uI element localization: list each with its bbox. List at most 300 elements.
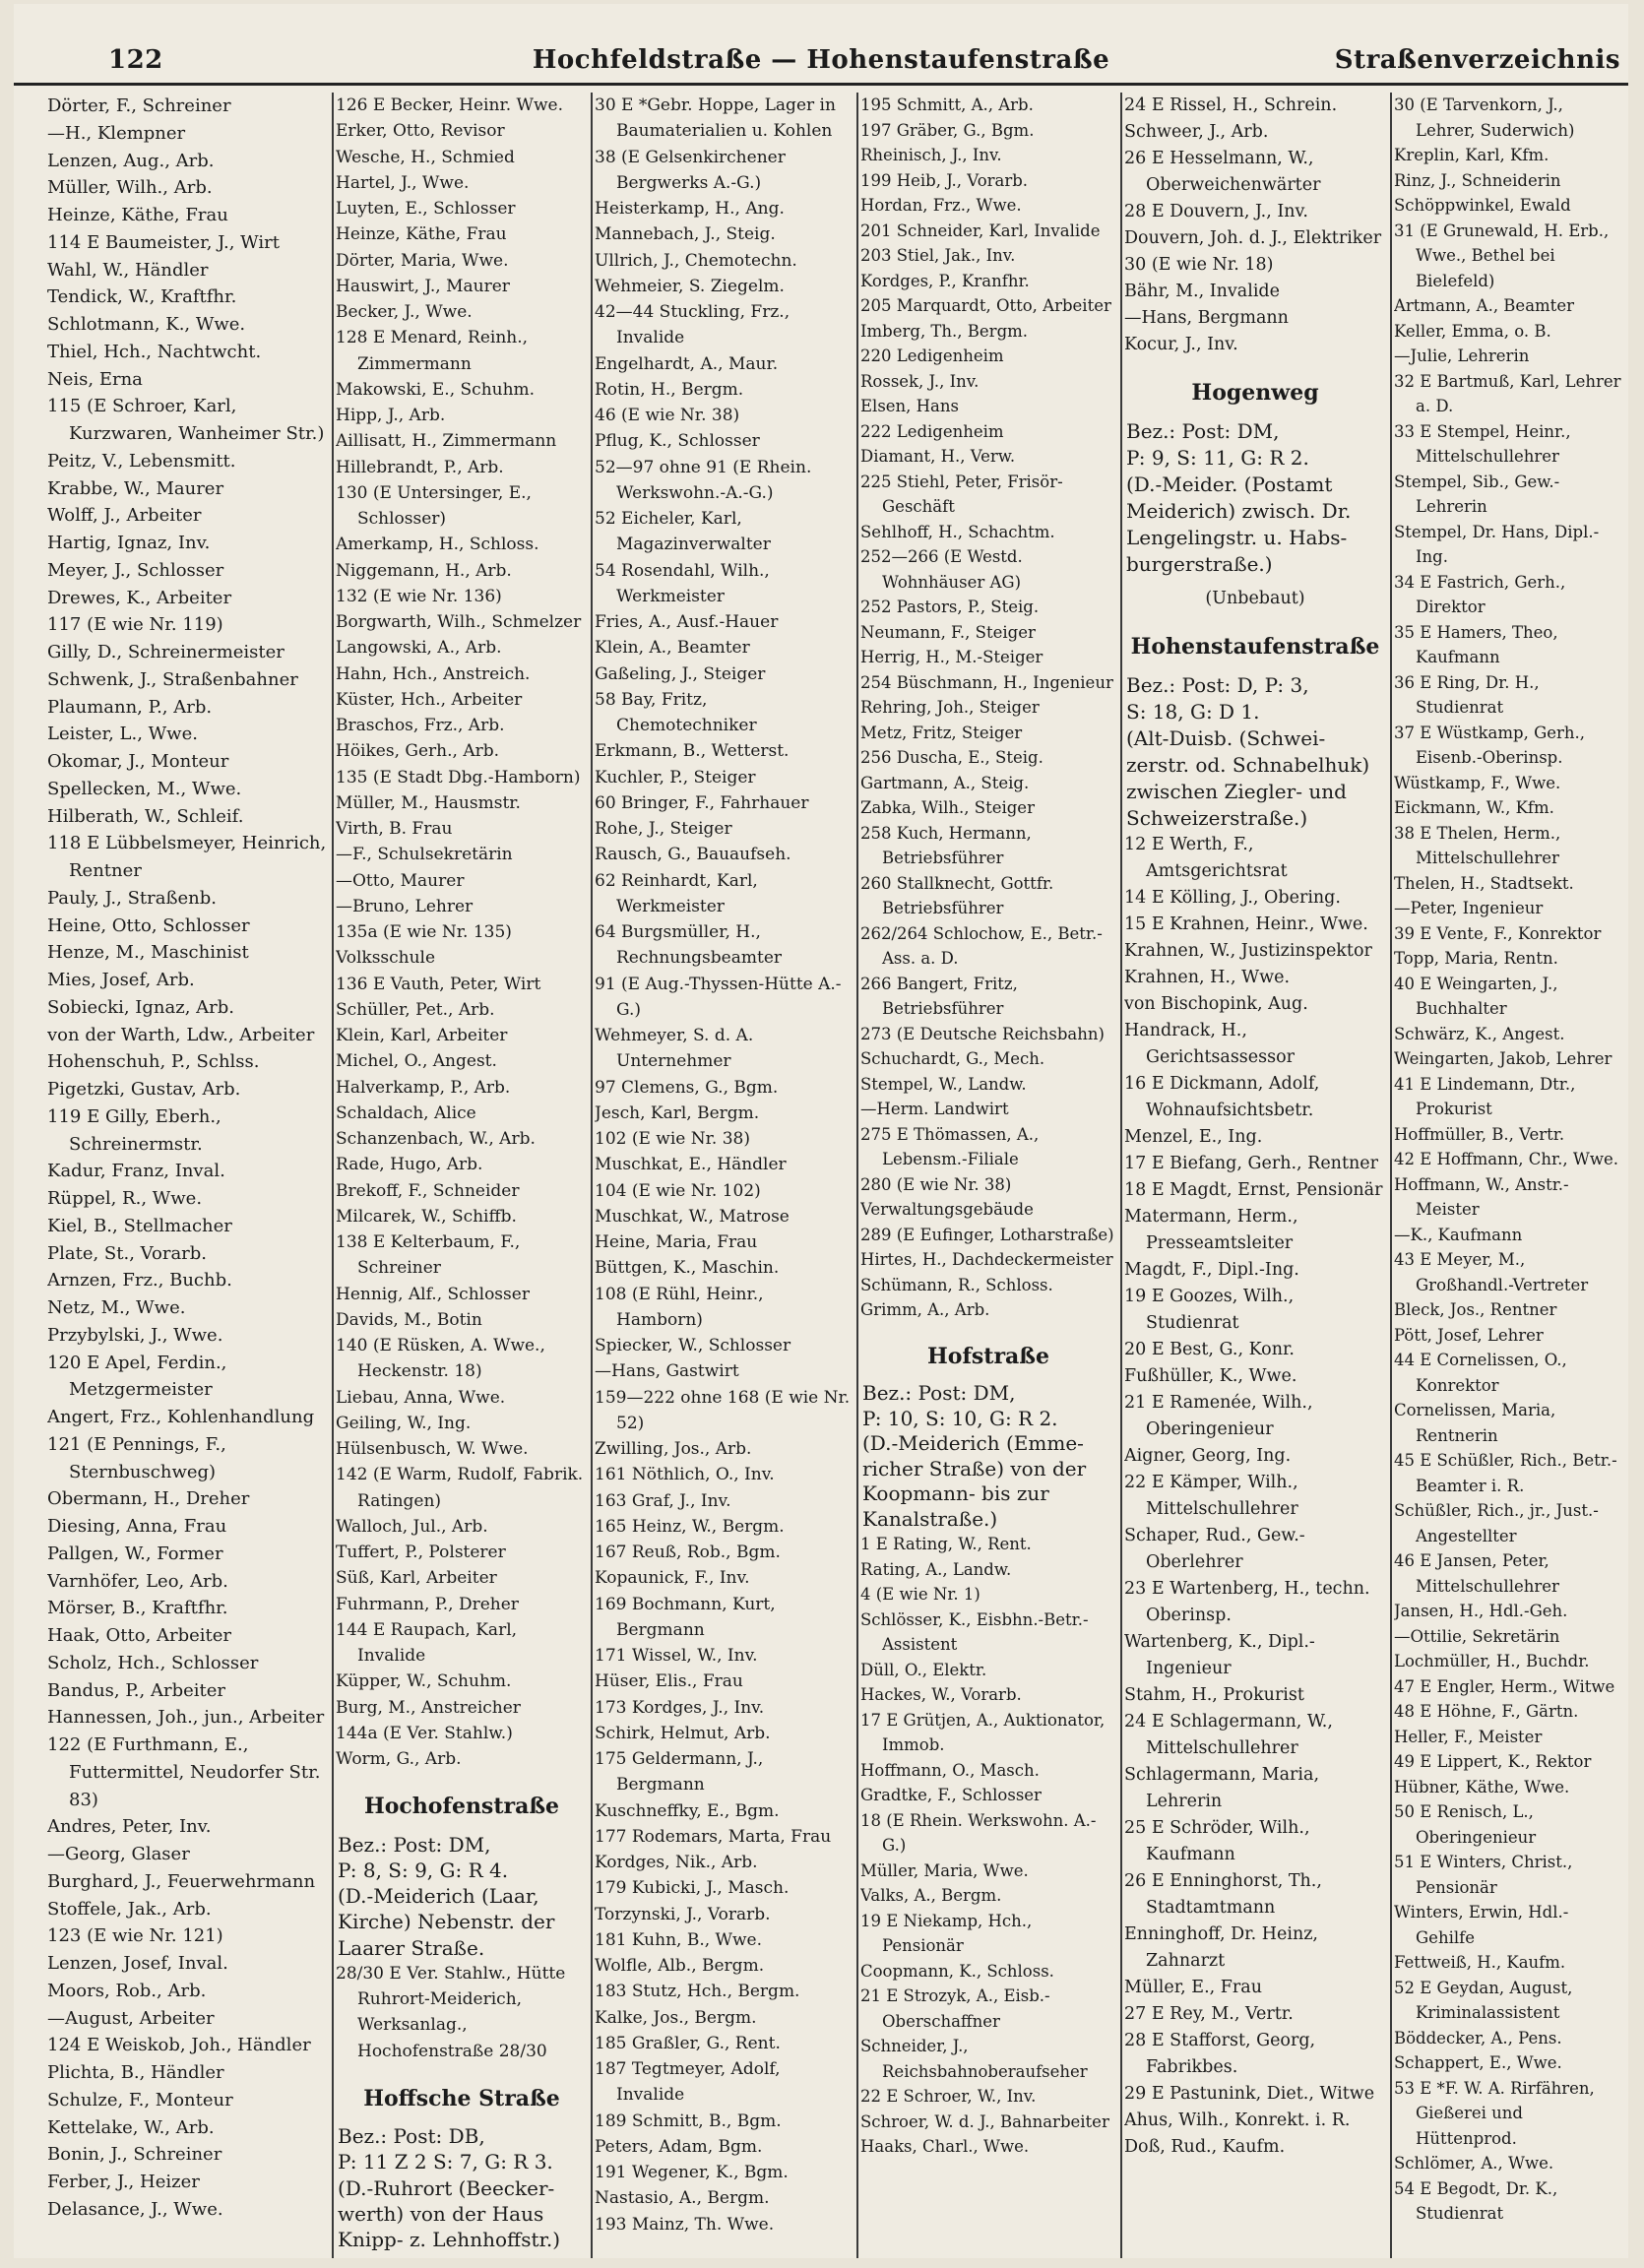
directory-entry: Süß, Karl, Arbeiter <box>336 1568 497 1589</box>
directory-entry: Arnzen, Frz., Buchb. <box>47 1270 232 1292</box>
directory-entry: 64 Burgsmüller, H., Rechnungsbeamter <box>595 922 782 969</box>
directory-entry: 189 Schmitt, B., Bgm. <box>595 2110 782 2131</box>
directory-entry: 136 E Vauth, Peter, Wirt <box>336 974 541 994</box>
directory-entry: Muschkat, W., Matrose <box>595 1206 790 1227</box>
directory-entry: 91 (E Aug.-Thyssen-Hütte A.-G.) <box>595 974 842 1020</box>
directory-entry: 114 E Baumeister, J., Wirt <box>47 231 280 253</box>
directory-entry: Metz, Fritz, Steiger <box>860 723 1023 742</box>
directory-entry: Heinze, Käthe, Frau <box>336 224 507 245</box>
directory-entry: 104 (E wie Nr. 102) <box>595 1180 761 1201</box>
directory-entry: 30 (E Tarvenkorn, J., Lehrer, Suderwich) <box>1394 95 1575 140</box>
page-title: Hochfeldstraße — Hohenstaufenstraße <box>532 45 1110 75</box>
directory-entry: Handrack, H., Gerichtsassessor <box>1124 1021 1295 1067</box>
street-info: Kirche) Nebenstr. der <box>338 1910 555 1934</box>
directory-entry: 121 (E Pennings, F., Sternbuschweg) <box>47 1433 226 1482</box>
directory-entry: —Peter, Ingenieur <box>1394 899 1544 917</box>
directory-entry: 16 E Dickmann, Adolf, Wohnaufsichtsbetr. <box>1124 1074 1320 1120</box>
directory-entry: 108 (E Rühl, Heinr., Hamborn) <box>595 1284 764 1330</box>
column-6 <box>1394 93 1626 2253</box>
directory-entry: Pött, Josef, Lehrer <box>1394 1325 1544 1345</box>
directory-entry: Mörser, B., Kraftfhr. <box>47 1598 228 1619</box>
directory-entry: Küpper, W., Schuhm. <box>336 1671 512 1692</box>
directory-entry: —Herm. Landwirt <box>860 1100 1009 1118</box>
directory-entry: Krahnen, H., Wwe. <box>1124 968 1291 987</box>
directory-entry: Klein, Karl, Arbeiter <box>336 1026 508 1045</box>
directory-entry: Küster, Hch., Arbeiter <box>336 689 523 710</box>
directory-entry: 252—266 (E Westd. Wohnhäuser AG) <box>860 547 1023 592</box>
directory-entry: 173 Kordges, J., Inv. <box>595 1697 765 1718</box>
directory-entry: 46 (E wie Nr. 38) <box>595 406 740 425</box>
directory-entry: 14 E Kölling, J., Obering. <box>1124 888 1341 908</box>
directory-entry: 28 E Stafforst, Georg, Fabrikbes. <box>1124 2031 1316 2077</box>
directory-entry: Ullrich, J., Chemotechn. <box>595 250 797 271</box>
directory-entry: Kuchler, P., Steiger <box>595 767 756 788</box>
directory-entry: Michel, O., Angest. <box>336 1051 497 1072</box>
directory-entry: Bandus, P., Arbeiter <box>47 1679 226 1701</box>
directory-entry: Wehmeyer, S. d. A. Unternehmer <box>595 1026 754 1072</box>
directory-entry: Wüstkamp, F., Wwe. <box>1394 773 1561 792</box>
directory-entry: Herrig, H., M.-Steiger <box>860 648 1043 666</box>
directory-entry: 30 E *Gebr. Hoppe, Lager in Baumaterialien u. Kohlen <box>595 95 836 142</box>
directory-entry: Hirtes, H., Dachdeckermeister <box>860 1250 1113 1269</box>
street-info: P: 11 Z 2 S: 7, G: R 3. <box>338 2150 553 2174</box>
directory-entry: Tuffert, P., Polsterer <box>336 1543 506 1562</box>
directory-entry: Rotin, H., Bergm. <box>595 379 744 400</box>
directory-entry: 54 E Begodt, Dr. K., Studienrat <box>1394 2178 1558 2223</box>
directory-entry: Wahl, W., Händler <box>47 259 209 281</box>
directory-entry: Henze, M., Maschinist <box>47 942 249 964</box>
directory-entry: 42 E Hoffmann, Chr., Wwe. <box>1394 1150 1618 1168</box>
directory-entry: 135 (E Stadt Dbg.-Hamborn) <box>336 767 581 788</box>
directory-entry: Doß, Rud., Kaufm. <box>1124 2137 1286 2157</box>
directory-entry: —Julie, Lehrerin <box>1394 346 1530 365</box>
directory-entry: 19 E Goozes, Wilh., Studienrat <box>1124 1287 1295 1333</box>
directory-entry: —K., Kaufmann <box>1394 1225 1523 1244</box>
directory-entry: Okomar, J., Monteur <box>47 751 229 772</box>
directory-entry: 167 Reuß, Rob., Bgm. <box>595 1543 781 1562</box>
directory-entry: Plichta, B., Händler <box>47 2062 224 2083</box>
directory-entry: 138 E Kelterbaum, F., Schreiner <box>336 1232 521 1279</box>
directory-entry: 260 Stallknecht, Gottfr. Betriebsführer <box>860 873 1054 917</box>
street-info: richer Straße) von der <box>862 1456 1087 1480</box>
directory-entry: 38 E Thelen, Herm., Mittelschullehrer <box>1394 823 1561 867</box>
street-info: (Alt-Duisb. (Schwei- <box>1126 726 1326 750</box>
directory-entry: Meyer, J., Schlosser <box>47 559 224 581</box>
directory-entry: Becker, J., Wwe. <box>336 302 473 322</box>
directory-entry: Angert, Frz., Kohlenhandlung <box>47 1407 315 1427</box>
street-info: P: 8, S: 9, G: R 4. <box>338 1858 509 1882</box>
directory-entry: Hartig, Ignaz, Inv. <box>47 533 211 553</box>
directory-entry: Schlömer, A., Wwe. <box>1394 2154 1554 2173</box>
directory-entry: 36 E Ring, Dr. H., Studienrat <box>1394 672 1540 717</box>
directory-entry: Ferber, J., Heizer <box>47 2172 200 2192</box>
directory-entry: 52 Eicheler, Karl, Magazinverwalter <box>595 509 771 555</box>
directory-entry: Drewes, K., Arbeiter <box>47 587 232 608</box>
directory-entry: Kalke, Jos., Bergm. <box>595 2007 757 2028</box>
directory-entry: 118 E Lübbelsmeyer, Heinrich, Rentner <box>47 833 327 881</box>
directory-entry: Erker, Otto, Revisor <box>336 121 505 142</box>
directory-entry: Hennig, Alf., Schlosser <box>336 1284 530 1304</box>
street-info: Knipp- z. Lehnhoffstr.) <box>338 2228 561 2251</box>
directory-entry: —Hans, Bergmann <box>1124 308 1289 328</box>
directory-entry: Hahn, Hch., Anstreich. <box>336 663 531 684</box>
directory-entry: 102 (E wie Nr. 38) <box>595 1129 750 1149</box>
column-divider <box>591 93 593 2258</box>
directory-entry: —August, Arbeiter <box>47 2007 215 2029</box>
directory-entry: Haaks, Charl., Wwe. <box>860 2137 1030 2156</box>
directory-entry: Peitz, V., Lebensmitt. <box>47 450 236 472</box>
directory-entry: Bähr, M., Invalide <box>1124 282 1280 301</box>
directory-entry: Schirk, Helmut, Arb. <box>595 1723 771 1743</box>
directory-entry: Gilly, D., Schreinermeister <box>47 642 285 662</box>
directory-entry: 197 Gräber, G., Bgm. <box>860 120 1035 140</box>
directory-entry: Rating, A., Landw. <box>860 1559 1012 1579</box>
street-info: Meiderich) zwisch. Dr. <box>1126 499 1352 523</box>
directory-entry: Niggemann, H., Arb. <box>336 560 512 581</box>
directory-entry: 142 (E Warm, Rudolf, Fabrik. Ratingen) <box>336 1465 584 1511</box>
directory-entry: Muschkat, E., Händler <box>595 1155 787 1175</box>
directory-entry: Fuhrmann, P., Dreher <box>336 1594 519 1614</box>
directory-entry: 126 E Becker, Heinr. Wwe. <box>336 95 563 115</box>
directory-entry: 205 Marquardt, Otto, Arbeiter <box>860 296 1111 315</box>
directory-entry: 169 Bochmann, Kurt, Bergmann <box>595 1594 776 1640</box>
directory-entry: Lenzen, Aug., Arb. <box>47 150 215 171</box>
directory-entry: 275 E Thömassen, A., Lebensm.-Filiale <box>860 1124 1040 1168</box>
directory-entry: 50 E Renisch, L., Oberingenieur <box>1394 1802 1537 1847</box>
directory-entry: Pigetzki, Gustav, Arb. <box>47 1079 241 1100</box>
directory-entry: Hülsenbusch, W. Wwe. <box>336 1439 529 1459</box>
directory-entry: Burg, M., Anstreicher <box>336 1697 521 1718</box>
directory-entry: 132 (E wie Nr. 136) <box>336 586 502 606</box>
column-divider <box>332 93 334 2258</box>
directory-entry: Plate, St., Vorarb. <box>47 1242 208 1264</box>
directory-entry: Makowski, E., Schuhm. <box>336 379 536 400</box>
directory-entry: Coopmann, K., Schloss. <box>860 1961 1054 1981</box>
directory-entry: 20 E Best, G., Konr. <box>1124 1340 1295 1359</box>
directory-entry: Heine, Otto, Schlosser <box>47 914 250 936</box>
directory-entry: 124 E Weiskob, Joh., Händler <box>47 2035 311 2056</box>
directory-entry: Schappert, E., Wwe. <box>1394 2053 1562 2072</box>
column-1 <box>47 93 329 2253</box>
directory-entry: —Hans, Gastwirt <box>595 1361 739 1382</box>
directory-entry: 183 Stutz, Hch., Bergm. <box>595 1982 800 2002</box>
directory-entry: 39 E Vente, F., Konrektor <box>1394 923 1602 943</box>
directory-entry: Krahnen, W., Justizinspektor <box>1124 941 1372 961</box>
directory-entry: Winters, Erwin, Hdl.-Gehilfe <box>1394 1903 1569 1947</box>
column-4 <box>860 93 1116 2253</box>
directory-entry: Halverkamp, P., Arb. <box>336 1077 511 1098</box>
directory-entry: Aillisatt, H., Zimmermann <box>336 431 557 452</box>
directory-entry: 120 E Apel, Ferdin., Metzgermeister <box>47 1352 227 1401</box>
directory-entry: 34 E Fastrich, Gerh., Direktor <box>1394 572 1566 616</box>
directory-entry: Schlotmann, K., Wwe. <box>47 314 246 335</box>
directory-entry: 266 Bangert, Fritz, Betriebsführer <box>860 974 1018 1018</box>
directory-entry: Rinz, J., Schneiderin <box>1394 170 1561 190</box>
directory-entry: 4 (E wie Nr. 1) <box>860 1585 980 1604</box>
directory-entry: Engelhardt, A., Maur. <box>595 353 779 374</box>
street-info: Lengelingstr. u. Habs- <box>1126 526 1348 549</box>
directory-entry: 117 (E wie Nr. 119) <box>47 614 223 636</box>
directory-entry: Müller, Wilh., Arb. <box>47 177 213 199</box>
directory-entry: —Georg, Glaser <box>47 1844 190 1864</box>
directory-entry: 22 E Kämper, Wilh., Mittelschullehrer <box>1124 1473 1298 1519</box>
directory-entry: 54 Rosendahl, Wilh., Werkmeister <box>595 560 770 606</box>
directory-entry: Kreplin, Karl, Kfm. <box>1394 146 1549 164</box>
directory-entry: Schroer, W. d. J., Bahnarbeiter <box>860 2111 1109 2131</box>
directory-entry: Rade, Hugo, Arb. <box>336 1155 483 1175</box>
street-info: Kanalstraße.) <box>862 1506 998 1531</box>
directory-entry: Mannebach, J., Steig. <box>595 224 776 245</box>
directory-entry: Schaper, Rud., Gew.-Oberlehrer <box>1124 1526 1305 1572</box>
street-heading: Hochofenstraße <box>363 1794 560 1820</box>
directory-entry: Kocur, J., Inv. <box>1124 335 1238 354</box>
directory-entry: 163 Graf, J., Inv. <box>595 1490 731 1511</box>
directory-entry: 203 Stiel, Jak., Inv. <box>860 246 1016 265</box>
directory-entry: 119 E Gilly, Eberh., Schreinermstr. <box>47 1105 221 1155</box>
street-info: (D.-Meider. (Postamt <box>1126 472 1333 496</box>
directory-entry: 47 E Engler, Herm., Witwe <box>1394 1676 1615 1696</box>
directory-entry: Geiling, W., Ing. <box>336 1413 472 1433</box>
directory-entry: Grimm, A., Arb. <box>860 1300 990 1319</box>
directory-entry: Plaumann, P., Arb. <box>47 696 213 718</box>
directory-entry: Bonin, J., Schreiner <box>47 2144 222 2166</box>
directory-entry: Wolfle, Alb., Bergm. <box>595 1956 765 1976</box>
directory-entry: Schüßler, Rich., jr., Just.-Angestellter <box>1394 1501 1599 1545</box>
directory-entry: Wolff, J., Arbeiter <box>47 505 202 527</box>
directory-entry: Böddecker, A., Pens. <box>1394 2028 1562 2048</box>
directory-entry: 62 Reinhardt, Karl, Werkmeister <box>595 870 758 916</box>
street-info: Laarer Straße. <box>338 1935 485 1960</box>
directory-entry: 159—222 ohne 168 (E wie Nr. 52) <box>595 1387 851 1433</box>
directory-entry: Düll, O., Elektr. <box>860 1660 987 1679</box>
directory-entry: Pflug, K., Schlosser <box>595 431 760 452</box>
directory-entry: 29 E Pastunink, Diet., Witwe <box>1124 2084 1375 2104</box>
directory-entry: 53 E *F. W. A. Rirfähren, Gießerei und Hüttenprod. <box>1394 2078 1595 2148</box>
directory-entry: Cornelissen, Maria, Rentnerin <box>1394 1401 1556 1445</box>
directory-entry: 254 Büschmann, H., Ingenieur <box>860 672 1113 692</box>
street-heading: Hofstraße <box>926 1343 1050 1369</box>
directory-entry: Andres, Peter, Inv. <box>47 1816 212 1838</box>
directory-entry: 185 Graßler, G., Rent. <box>595 2033 781 2053</box>
directory-entry: 144 E Raupach, Karl, Invalide <box>336 1619 518 1666</box>
directory-entry: 38 (E Gelsenkirchener Bergwerks A.-G.) <box>595 147 786 193</box>
directory-entry: —Ottilie, Sekretärin <box>1394 1626 1560 1646</box>
directory-entry: 24 E Rissel, H., Schrein. <box>1124 95 1338 115</box>
directory-entry: 23 E Wartenberg, H., techn. Oberinsp. <box>1124 1579 1370 1625</box>
directory-entry: Rossek, J., Inv. <box>860 371 980 391</box>
directory-entry: —Otto, Maurer <box>336 870 465 891</box>
directory-entry: Matermann, Herm., Presseamtsleiter <box>1124 1207 1298 1253</box>
directory-entry: 45 E Schüßler, Rich., Betr.-Beamter i. R. <box>1394 1451 1617 1495</box>
directory-entry: 177 Rodemars, Marta, Frau <box>595 1826 832 1847</box>
directory-entry: 273 (E Deutsche Reichsbahn) <box>860 1024 1105 1043</box>
directory-entry: Walloch, Jul., Arb. <box>336 1516 488 1537</box>
directory-entry: Hipp, J., Arb. <box>336 406 446 425</box>
directory-entry: —H., Klempner <box>47 122 186 144</box>
directory-entry: Müller, E., Frau <box>1124 1978 1262 1997</box>
directory-entry: Milcarek, W., Schiffb. <box>336 1206 517 1227</box>
directory-entry: Schwärz, K., Angest. <box>1394 1024 1565 1043</box>
column-2 <box>336 93 588 2253</box>
directory-entry: Fries, A., Ausf.-Hauer <box>595 612 779 632</box>
directory-entry: Magdt, F., Dipl.-Ing. <box>1124 1260 1299 1280</box>
street-info: Bez.: Post: D, P: 3, <box>1126 673 1309 697</box>
directory-entry: Volksschule <box>336 948 436 969</box>
directory-entry: 140 (E Rüsken, A. Wwe., Heckenstr. 18) <box>336 1336 545 1382</box>
directory-entry: 187 Tegtmeyer, Adolf, Invalide <box>595 2059 781 2106</box>
directory-entry: Haak, Otto, Arbeiter <box>47 1625 232 1646</box>
directory-entry: Moors, Rob., Arb. <box>47 1980 207 2001</box>
directory-entry: Stoffele, Jak., Arb. <box>47 1898 212 1920</box>
column-5 <box>1124 93 1386 2253</box>
directory-entry: Hoffmüller, B., Vertr. <box>1394 1124 1565 1144</box>
directory-entry: Wehmeier, S. Ziegelm. <box>595 276 785 296</box>
directory-entry: Gradtke, F., Schlosser <box>860 1786 1042 1804</box>
directory-entry: Nastasio, A., Bergm. <box>595 2188 770 2209</box>
directory-entry: Bleck, Jos., Rentner <box>1394 1300 1557 1319</box>
directory-entry: Wesche, H., Schmied <box>336 147 515 167</box>
directory-entry: Neumann, F., Steiger <box>860 622 1036 642</box>
directory-entry: 48 E Höhne, F., Gärtn. <box>1394 1702 1579 1721</box>
directory-entry: Tendick, W., Kraftfhr. <box>47 286 237 308</box>
street-info: (D.-Meiderich (Emme- <box>862 1431 1084 1455</box>
directory-entry: 51 E Winters, Christ., Pensionär <box>1394 1853 1573 1897</box>
directory-entry: 21 E Ramenée, Wilh., Oberingenieur <box>1124 1393 1313 1439</box>
directory-entry: Wartenberg, K., Dipl.-Ingenieur <box>1124 1632 1315 1678</box>
directory-entry: Müller, M., Hausmstr. <box>336 792 521 813</box>
directory-entry: Hillebrandt, P., Arb. <box>336 457 504 477</box>
directory-entry: Dörter, F., Schreiner <box>47 95 231 116</box>
directory-entry: Delasance, J., Wwe. <box>47 2198 223 2220</box>
directory-entry: Hübner, Käthe, Wwe. <box>1394 1777 1570 1796</box>
directory-entry: Jesch, Karl, Bergm. <box>595 1102 760 1123</box>
directory-entry: Burghard, J., Feuerwehrmann <box>47 1870 316 1892</box>
directory-entry: 97 Clemens, G., Bgm. <box>595 1077 779 1098</box>
directory-entry: Schöppwinkel, Ewald <box>1394 196 1571 215</box>
directory-entry: Schwenk, J., Straßenbahner <box>47 668 298 690</box>
directory-entry: 18 (E Rhein. Werkswohn. A.-G.) <box>860 1810 1097 1855</box>
directory-entry: 22 E Schroer, W., Inv. <box>860 2087 1037 2106</box>
section-title: Straßenverzeichnis <box>1334 45 1620 75</box>
street-heading: Hogenweg <box>1191 380 1319 406</box>
street-info: Bez.: Post: DM, <box>862 1381 1016 1405</box>
directory-entry: Liebau, Anna, Wwe. <box>336 1387 506 1408</box>
directory-entry: 18 E Magdt, Ernst, Pensionär <box>1124 1180 1383 1200</box>
directory-entry: Hüser, Elis., Frau <box>595 1671 743 1692</box>
directory-entry: 37 E Wüstkamp, Gerh., Eisenb.-Oberinsp. <box>1394 723 1586 767</box>
directory-entry: Imberg, Th., Bergm. <box>860 321 1029 341</box>
directory-entry: Hackes, W., Vorarb. <box>860 1685 1022 1704</box>
directory-entry: Mies, Josef, Arb. <box>47 970 195 990</box>
directory-entry: Jansen, H., Hdl.-Geh. <box>1394 1602 1568 1620</box>
directory-entry: Rüppel, R., Wwe. <box>47 1188 203 1209</box>
directory-entry: 31 (E Grunewald, H. Erb., Wwe., Bethel bei Bielefeld) <box>1394 220 1610 290</box>
column-divider <box>1390 93 1392 2258</box>
directory-entry: 46 E Jansen, Peter, Mittelschullehrer <box>1394 1551 1559 1596</box>
directory-entry: Rehring, Joh., Steiger <box>860 698 1040 717</box>
directory-entry: Lochmüller, H., Buchdr. <box>1394 1652 1590 1670</box>
directory-entry: Schanzenbach, W., Arb. <box>336 1129 536 1149</box>
directory-entry: Stempel, Dr. Hans, Dipl.-Ing. <box>1394 522 1600 566</box>
directory-entry: Schlagermann, Maria, Lehrerin <box>1124 1765 1320 1811</box>
directory-entry: Rohe, J., Steiger <box>595 819 732 839</box>
street-info: zwischen Ziegler- und <box>1126 780 1347 803</box>
directory-entry: 19 E Niekamp, Hch., Pensionär <box>860 1911 1033 1955</box>
directory-entry: von Bischopink, Aug. <box>1124 994 1308 1014</box>
directory-entry: 35 E Hamers, Theo, Kaufmann <box>1394 622 1558 666</box>
directory-entry: Rheinisch, J., Inv. <box>860 146 1002 164</box>
directory-entry: Thelen, H., Stadtsekt. <box>1394 873 1574 893</box>
directory-entry: 43 E Meyer, M., Großhandl.-Vertreter <box>1394 1250 1589 1294</box>
directory-entry: Heinze, Käthe, Frau <box>47 205 228 225</box>
directory-entry: —F., Schulsekretärin <box>336 845 513 865</box>
directory-entry: Neis, Erna <box>47 368 143 390</box>
directory-entry: Davids, M., Botin <box>336 1309 482 1330</box>
directory-entry: 123 (E wie Nr. 121) <box>47 1925 223 1947</box>
directory-entry: 258 Kuch, Hermann, Betriebsführer <box>860 823 1032 867</box>
directory-entry: Luyten, E., Schlosser <box>336 199 516 219</box>
directory-entry: Hordan, Frz., Wwe. <box>860 196 1022 215</box>
directory-entry: 199 Heib, J., Vorarb. <box>860 170 1029 190</box>
directory-entry: 41 E Lindemann, Dtr., Prokurist <box>1394 1074 1576 1118</box>
directory-entry: 24 E Schlagermann, W., Mittelschullehrer <box>1124 1712 1333 1758</box>
directory-entry: 15 E Krahnen, Heinr., Wwe. <box>1124 914 1368 934</box>
directory-entry: 135a (E wie Nr. 135) <box>336 922 512 942</box>
directory-entry: 30 (E wie Nr. 18) <box>1124 255 1274 275</box>
directory-entry: 17 E Grütjen, A., Auktionator, Immob. <box>860 1710 1106 1754</box>
page-header <box>14 4 1628 86</box>
directory-entry: Schüller, Pet., Arb. <box>336 999 495 1020</box>
directory-entry: Menzel, E., Ing. <box>1124 1127 1263 1147</box>
directory-entry: 115 (E Schroer, Karl, Kurzwaren, Wanheimer Str.) <box>47 396 325 444</box>
directory-entry: Netz, M., Wwe. <box>47 1297 186 1318</box>
directory-entry: Eickmann, W., Kfm. <box>1394 798 1554 817</box>
directory-entry: 28/30 E Ver. Stahlw., Hütte Ruhrort-Meiderich, Werksanlag., Hochofenstraße 28/30 <box>336 1963 566 2061</box>
directory-entry: Aigner, Georg, Ing. <box>1124 1446 1292 1466</box>
directory-entry: 201 Schneider, Karl, Invalide <box>860 220 1101 240</box>
directory-entry: Topp, Maria, Rentn. <box>1394 949 1558 968</box>
directory-entry: 28 E Douvern, J., Inv. <box>1124 202 1308 221</box>
directory-entry: Heller, F., Meister <box>1394 1727 1543 1746</box>
directory-entry: Gaßeling, J., Steiger <box>595 663 766 684</box>
directory-entry: 52 E Geydan, August, Kriminalassistent <box>1394 1978 1573 2022</box>
directory-entry: 130 (E Untersinger, E., Schlosser) <box>336 482 532 529</box>
directory-entry: Höikes, Gerh., Arb. <box>336 741 500 762</box>
directory-entry: 256 Duscha, E., Steig. <box>860 748 1043 767</box>
directory-entry: 165 Heinz, W., Bergm. <box>595 1516 785 1537</box>
directory-entry: Gartmann, A., Steig. <box>860 773 1030 792</box>
directory-entry: Kopaunick, F., Inv. <box>595 1568 750 1589</box>
directory-entry: Enninghoff, Dr. Heinz, Zahnarzt <box>1124 1924 1318 1971</box>
street-heading: Hoffsche Straße <box>363 2085 560 2111</box>
directory-entry: Diamant, H., Verw. <box>860 447 1016 466</box>
directory-entry: 58 Bay, Fritz, Chemotechniker <box>595 689 757 735</box>
directory-entry: Elsen, Hans <box>860 397 959 415</box>
directory-entry: Przybylski, J., Wwe. <box>47 1324 223 1346</box>
directory-entry: Spellecken, M., Wwe. <box>47 778 242 799</box>
directory-entry: Hauswirt, J., Maurer <box>336 276 510 296</box>
directory-entry: Hoffmann, W., Anstr.-Meister <box>1394 1174 1569 1219</box>
directory-entry: 42—44 Stuckling, Frz., Invalide <box>595 302 790 348</box>
directory-entry: Kordges, Nik., Arb. <box>595 1853 758 1872</box>
street-info: burgerstraße.) <box>1126 552 1273 576</box>
directory-entry: Stempel, Sib., Gew.-Lehrerin <box>1394 472 1560 516</box>
directory-entry: Langowski, A., Arb. <box>336 638 502 659</box>
directory-entry: Borgwarth, Wilh., Schmelzer <box>336 612 582 632</box>
directory-entry: Lenzen, Josef, Inval. <box>47 1953 228 1974</box>
directory-entry: 44 E Cornelissen, O., Konrektor <box>1394 1351 1567 1395</box>
directory-entry: 179 Kubicki, J., Masch. <box>595 1878 790 1899</box>
